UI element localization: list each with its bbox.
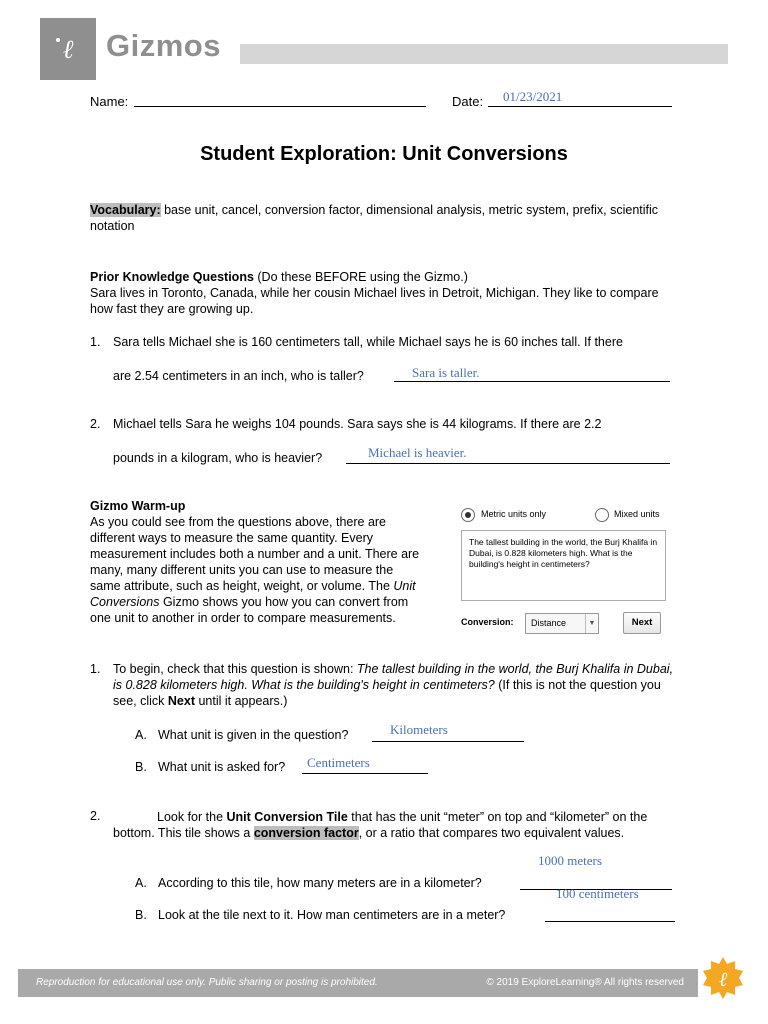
q2b-text: Look at the tile next to it. How man centimeters are in a meter? (158, 908, 506, 922)
q2b-answer-line[interactable] (545, 921, 675, 922)
warmup-text-b: Gizmo shows you how you can convert from one unit to another in order to compare measurements. (90, 595, 409, 625)
prior-q1-answer-line[interactable] (394, 381, 670, 382)
q1-text-b: (If this is not the question you see, click (113, 678, 661, 708)
prior-heading: Prior Knowledge Questions (90, 270, 254, 284)
next-button[interactable]: Next (623, 612, 661, 634)
el-badge-icon (700, 955, 746, 1001)
q2a-letter: A. (135, 876, 147, 890)
date-value: 01/23/2021 (503, 89, 563, 104)
vocabulary (90, 202, 680, 234)
q2b-letter: B. (135, 908, 147, 922)
q1-text-a: To begin, check that this question is shown: (113, 662, 357, 676)
prior-q2-answer-line[interactable] (346, 463, 670, 464)
q1b-letter: B. (135, 760, 147, 774)
conversion-label: Conversion: (461, 617, 514, 627)
svg-text:ℓ: ℓ (62, 35, 74, 64)
prior-q1-line2: are 2.54 centimeters in an inch, who is taller? (113, 369, 364, 383)
radio-metric-label: Metric units only (481, 509, 547, 519)
warmup-text-italic: Unit Conversions (90, 579, 416, 609)
prior-q2-line1: Michael tells Sara he weighs 104 pounds. Sara says she is 44 kilograms. If there are 2.2 (113, 417, 602, 431)
q1-text (113, 661, 679, 709)
prior-q1-answer: Sara is taller. (412, 365, 480, 380)
prior-q2-answer: Michael is heavier. (368, 445, 467, 460)
date-label: Date: (452, 94, 484, 109)
prior-knowledge (90, 269, 680, 317)
q1a-letter: A. (135, 728, 147, 742)
radio-mixed-units[interactable] (595, 508, 609, 522)
q2-text-c: , or a ratio that compares two equivalent values. (358, 826, 625, 840)
warmup-heading: Gizmo Warm-up (90, 499, 186, 513)
explorelearning-logo (40, 18, 96, 80)
q1b-answer: Centimeters (307, 755, 370, 770)
gizmo-question-text: The tallest building in the world, the Burj Khalifa in Dubai, is 0.828 kilometers high. What is the building's height in centimeters? (469, 537, 658, 569)
name-field[interactable] (134, 106, 426, 107)
q1a-answer-line[interactable] (372, 741, 524, 742)
vocabulary-label: Vocabulary: (90, 203, 161, 217)
el-logo-icon (40, 18, 96, 80)
q2-text (113, 809, 680, 841)
prior-q1-number: 1. (90, 335, 101, 349)
q2b-answer: 100 centimeters (556, 886, 639, 901)
chevron-down-icon: ▼ (585, 614, 598, 633)
q1-number: 1. (90, 662, 101, 676)
q2-text-a: Look for the (157, 810, 227, 824)
svg-text:ℓ: ℓ (718, 969, 728, 991)
q2-text-bold2: conversion factor (253, 826, 359, 840)
footer-copyright-notice: Reproduction for educational use only. Public sharing or posting is prohibited. (36, 977, 378, 988)
prior-heading-note: (Do these BEFORE using the Gizmo.) (253, 270, 468, 284)
prior-question-1 (90, 334, 680, 384)
q1-text-bold: Next (167, 694, 195, 708)
prior-q2-number: 2. (90, 417, 101, 431)
name-label: Name: (90, 94, 129, 109)
gizmos-brand: Gizmos (106, 28, 221, 63)
q1b-answer-line[interactable] (302, 773, 428, 774)
q2a-text: According to this tile, how many meters are in a kilometer? (158, 876, 482, 890)
conversion-select-value: Distance (531, 618, 567, 628)
page-title: Student Exploration: Unit Conversions (200, 143, 568, 165)
q2-text-bold1: Unit Conversion Tile (226, 810, 348, 824)
footer-bar (18, 969, 698, 997)
warmup-section (90, 498, 426, 626)
radio-metric-units[interactable] (461, 508, 475, 522)
vocabulary-terms: base unit, cancel, conversion factor, dimensional analysis, metric system, prefix, scientific notation (90, 203, 659, 233)
conversion-select[interactable] (525, 613, 599, 634)
prior-q2-line2: pounds in a kilogram, who is heavier? (113, 451, 323, 465)
q2-number: 2. (90, 809, 101, 823)
warmup-text-a: As you could see from the questions above, there are different ways to measure the same quantity. Every measurement includes both a number and a unit. There are many, many different units you can use to measure the same attribute, such as height, weight, or volume. The (90, 515, 420, 593)
date-field[interactable] (488, 106, 672, 107)
q2-text-b: that has the unit “meter” on top and “kilometer” on the bottom. This tile shows a (113, 810, 648, 840)
q1a-text: What unit is given in the question? (158, 728, 349, 742)
q1a-answer: Kilometers (390, 722, 448, 737)
warmup-question-1 (90, 661, 680, 709)
q1b-text: What unit is asked for? (158, 760, 286, 774)
gizmo-question-box (461, 530, 666, 601)
prior-intro: Sara lives in Toronto, Canada, while her cousin Michael lives in Detroit, Michigan. They like to compare how fast they are growing up. (90, 286, 659, 316)
footer-rights: © 2019 ExploreLearning® All rights reserved (486, 977, 684, 988)
q2a-answer: 1000 meters (538, 853, 602, 868)
q1-text-italic: The tallest building in the world, the Burj Khalifa in Dubai, is 0.828 kilometers high. What is the building's height in centimeters? (113, 662, 674, 692)
q1-text-c: until it appears.) (194, 694, 288, 708)
header-bar (240, 44, 728, 64)
radio-mixed-label: Mixed units (614, 509, 660, 519)
prior-q1-line1: Sara tells Michael she is 160 centimeters tall, while Michael says he is 60 inches tall. If there (113, 335, 623, 349)
